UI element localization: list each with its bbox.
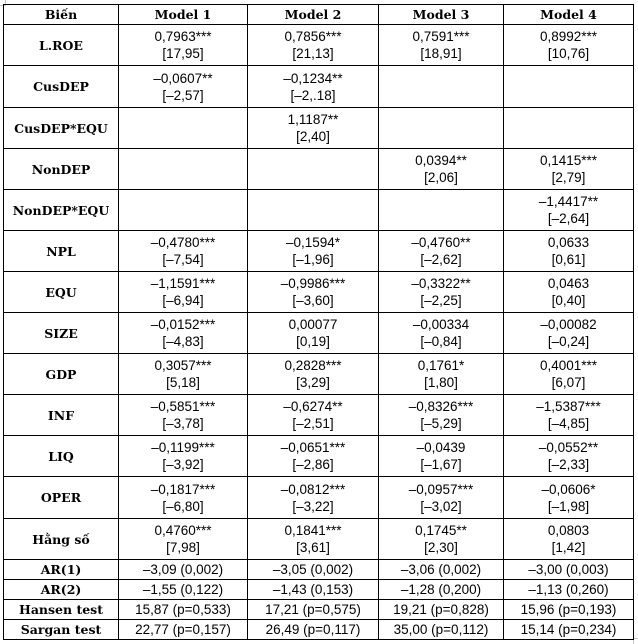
variable-name: NonDEP (4, 149, 119, 190)
coefficient-cell-model-2 (248, 354, 379, 395)
coefficient-value: –0,1817*** (150, 481, 216, 497)
variable-name: CusDEP*EQU (4, 108, 119, 149)
coefficient-value: 0,1761* (417, 358, 465, 373)
coefficient-cell-model-1 (119, 354, 248, 395)
coefficient-cell-model-4 (504, 66, 634, 108)
test-value-model-2: –3,05 (0,002) (248, 560, 379, 580)
coefficient-value: 0,0394** (415, 153, 467, 168)
t-statistic: [–2,51] (292, 416, 334, 431)
coefficient-cell-model-3 (379, 436, 504, 477)
coefficient-cell-model-4 (504, 231, 634, 272)
variable-name: EQU (4, 272, 119, 313)
coefficient-value: 0,1745** (415, 523, 467, 538)
coefficient-value: –1,4417** (538, 194, 599, 209)
coefficient-value: –0,0552** (538, 440, 599, 455)
coefficient-cell-model-3 (379, 149, 504, 190)
table-row (4, 477, 634, 519)
coefficient-cell-model-4 (504, 149, 634, 190)
t-statistic: [–1,96] (292, 252, 334, 267)
variable-name: Hằng số (4, 519, 119, 560)
coefficient-cell-model-1 (119, 477, 248, 519)
test-row (4, 580, 634, 600)
table-row (4, 272, 634, 313)
coefficient-cell-model-2 (248, 66, 379, 108)
variable-name: L.ROE (4, 25, 119, 66)
t-statistic: [2,30] (424, 540, 458, 555)
coefficient-value: –0,0152*** (150, 317, 216, 332)
t-statistic: [–1,67] (420, 457, 462, 472)
test-value-model-3: –1,28 (0,200) (379, 580, 504, 600)
coefficient-value: –1,5387*** (536, 399, 601, 414)
coefficient-cell-model-1 (119, 108, 248, 149)
coefficient-value: 0,0803 (547, 523, 590, 538)
coefficient-cell-model-2 (248, 190, 379, 231)
coefficient-cell-model-3 (379, 272, 504, 313)
coefficient-cell-model-4 (504, 108, 634, 149)
coefficient-value: 0,8992*** (539, 29, 598, 44)
coefficient-cell-model-3 (379, 395, 504, 436)
t-statistic: [1,42] (551, 540, 586, 555)
coefficient-cell-model-1 (119, 149, 248, 190)
t-statistic: [–2,57] (162, 87, 204, 103)
regression-results-table (3, 4, 634, 640)
test-row (4, 600, 634, 620)
coefficient-value: –0,9986*** (280, 276, 346, 291)
coefficient-value: 0,1841*** (284, 523, 342, 538)
coefficient-cell-model-2 (248, 149, 379, 190)
test-name: Sargan test (4, 620, 119, 640)
t-statistic: [21,13] (292, 46, 334, 61)
test-value-model-2: –1,43 (0,153) (248, 580, 379, 600)
table-row (4, 395, 634, 436)
test-value-model-4: 15,96 (p=0,193) (504, 600, 634, 620)
t-statistic: [–3,78] (162, 416, 204, 431)
t-statistic: [–2,33] (547, 457, 590, 472)
header-model-1: Model 1 (119, 5, 248, 25)
t-statistic: [–3,22] (292, 498, 334, 514)
coefficient-value: –0,00082 (540, 317, 597, 332)
coefficient-cell-model-4 (504, 519, 634, 560)
test-row (4, 560, 634, 580)
coefficient-cell-model-3 (379, 231, 504, 272)
variable-name: OPER (4, 477, 119, 519)
t-statistic: [1,80] (424, 375, 458, 390)
test-value-model-1: –3,09 (0,002) (119, 560, 248, 580)
coefficient-cell-model-2 (248, 231, 379, 272)
t-statistic: [3,29] (296, 375, 330, 390)
coefficient-cell-model-2 (248, 108, 379, 149)
coefficient-value: –0,6274** (283, 399, 343, 414)
t-statistic: [–6,94] (162, 293, 204, 308)
coefficient-value: –0,0651*** (280, 440, 346, 455)
test-value-model-2: 26,49 (p=0,117) (248, 620, 379, 640)
header-model-3: Model 3 (379, 5, 504, 25)
variable-name: NPL (4, 231, 119, 272)
coefficient-cell-model-1 (119, 25, 248, 66)
header-model-2: Model 2 (248, 5, 379, 25)
test-value-model-4: –1,13 (0,260) (504, 580, 634, 600)
t-statistic: [–4,83] (162, 334, 204, 349)
coefficient-cell-model-3 (379, 519, 504, 560)
test-value-model-2: 17,21 (p=0,575) (248, 600, 379, 620)
variable-name: LIQ (4, 436, 119, 477)
coefficient-cell-model-2 (248, 477, 379, 519)
t-statistic: [–3,60] (292, 293, 334, 308)
coefficient-value: –0,0439 (416, 440, 466, 455)
header-variable: Biến (4, 5, 119, 25)
coefficient-cell-model-3 (379, 66, 504, 108)
t-statistic: [–2,62] (420, 252, 462, 267)
t-statistic: [10,76] (547, 46, 590, 61)
coefficient-cell-model-4 (504, 272, 634, 313)
t-statistic: [7,98] (166, 540, 200, 555)
test-value-model-1: 22,77 (p=0,157) (119, 620, 248, 640)
t-statistic: [5,18] (166, 375, 200, 390)
coefficient-cell-model-3 (379, 477, 504, 519)
t-statistic: [6,07] (551, 375, 586, 390)
coefficient-cell-model-2 (248, 395, 379, 436)
coefficient-cell-model-3 (379, 354, 504, 395)
coefficient-cell-model-1 (119, 313, 248, 354)
coefficient-value: –0,5851*** (150, 399, 216, 414)
test-value-model-4: –3,00 (0,003) (504, 560, 634, 580)
coefficient-value: –0,1234** (283, 70, 343, 86)
t-statistic: [–5,29] (420, 416, 462, 431)
coefficient-value: –0,0957*** (408, 481, 474, 497)
coefficient-cell-model-1 (119, 66, 248, 108)
t-statistic: [–2,.18] (290, 87, 336, 103)
coefficient-value: 0,0633 (547, 235, 590, 250)
coefficient-cell-model-1 (119, 519, 248, 560)
test-value-model-3: –3,06 (0,002) (379, 560, 504, 580)
variable-name: SIZE (4, 313, 119, 354)
t-statistic: [–0,24] (547, 334, 590, 349)
variable-name: NonDEP*EQU (4, 190, 119, 231)
t-statistic: [–4,85] (547, 416, 590, 431)
coefficient-cell-model-1 (119, 272, 248, 313)
coefficient-value: 0,4760*** (154, 523, 212, 538)
coefficient-cell-model-3 (379, 25, 504, 66)
coefficient-cell-model-4 (504, 395, 634, 436)
coefficient-cell-model-2 (248, 436, 379, 477)
test-value-model-1: –1,55 (0,122) (119, 580, 248, 600)
coefficient-value: –0,3322** (411, 276, 471, 291)
coefficient-value: 0,2828*** (284, 358, 342, 373)
coefficient-value: –0,8326*** (408, 399, 474, 414)
t-statistic: [–3,02] (420, 498, 462, 514)
coefficient-value: 0,4001*** (539, 358, 598, 373)
coefficient-cell-model-4 (504, 313, 634, 354)
coefficient-value: –0,4760** (411, 235, 471, 250)
coefficient-value: 0,00077 (288, 317, 338, 332)
coefficient-cell-model-4 (504, 477, 634, 519)
coefficient-cell-model-4 (504, 190, 634, 231)
test-value-model-1: 15,87 (p=0,533) (119, 600, 248, 620)
table-row (4, 313, 634, 354)
coefficient-value: –0,0812*** (280, 481, 346, 497)
coefficient-cell-model-4 (504, 436, 634, 477)
table-row (4, 231, 634, 272)
coefficient-value: –0,4780*** (150, 235, 216, 250)
coefficient-cell-model-3 (379, 190, 504, 231)
coefficient-cell-model-1 (119, 436, 248, 477)
variable-name: INF (4, 395, 119, 436)
table-row (4, 108, 634, 149)
variable-name: GDP (4, 354, 119, 395)
t-statistic: [0,61] (551, 252, 586, 267)
t-statistic: [–6,80] (162, 498, 204, 514)
coefficient-cell-model-2 (248, 519, 379, 560)
coefficient-cell-model-1 (119, 395, 248, 436)
t-statistic: [–2,64] (547, 211, 590, 226)
table-row (4, 354, 634, 395)
coefficient-value: –1,1591*** (150, 276, 216, 291)
table-row (4, 519, 634, 560)
t-statistic: [3,61] (296, 540, 330, 555)
coefficient-cell-model-4 (504, 354, 634, 395)
t-statistic: [–3,92] (162, 457, 204, 472)
coefficient-cell-model-3 (379, 313, 504, 354)
table-row (4, 149, 634, 190)
t-statistic: [–2,25] (420, 293, 462, 308)
coefficient-value: 0,0463 (547, 276, 590, 291)
coefficient-value: 0,7856*** (284, 29, 342, 44)
coefficient-value: –0,0607** (153, 70, 213, 86)
coefficient-value: 0,3057*** (154, 358, 212, 373)
t-statistic: [0,19] (296, 334, 330, 349)
coefficient-cell-model-1 (119, 231, 248, 272)
test-value-model-3: 35,00 (p=0,112) (379, 620, 504, 640)
coefficient-value: 0,1415*** (539, 153, 598, 168)
t-statistic: [0,40] (551, 293, 586, 308)
t-statistic: [2,40] (296, 129, 330, 144)
t-statistic: [–2,86] (292, 457, 334, 472)
table-row (4, 436, 634, 477)
coefficient-value: –0,1594* (285, 235, 341, 250)
coefficient-value: 1,1187** (287, 112, 339, 127)
coefficient-cell-model-1 (119, 190, 248, 231)
variable-name: CusDEP (4, 66, 119, 108)
t-statistic: [–0,84] (420, 334, 462, 349)
coefficient-cell-model-2 (248, 272, 379, 313)
test-name: AR(2) (4, 580, 119, 600)
coefficient-cell-model-2 (248, 313, 379, 354)
t-statistic: [–1,98] (547, 498, 590, 514)
coefficient-cell-model-2 (248, 25, 379, 66)
coefficient-value: 0,7591*** (412, 29, 470, 44)
t-statistic: [–7,54] (162, 252, 204, 267)
coefficient-value: 0,7963*** (154, 29, 212, 44)
header-row (4, 5, 634, 25)
coefficient-value: –0,0606* (541, 481, 596, 497)
coefficient-cell-model-3 (379, 108, 504, 149)
test-value-model-4: 15,14 (p=0,234) (504, 620, 634, 640)
test-row (4, 620, 634, 640)
table-row (4, 66, 634, 108)
t-statistic: [2,79] (551, 170, 586, 185)
coefficient-value: –0,00334 (412, 317, 470, 332)
coefficient-cell-model-4 (504, 25, 634, 66)
header-model-4: Model 4 (504, 5, 634, 25)
table-row (4, 190, 634, 231)
table-row (4, 25, 634, 66)
t-statistic: [18,91] (420, 46, 462, 61)
t-statistic: [2,06] (424, 170, 458, 185)
test-name: Hansen test (4, 600, 119, 620)
test-value-model-3: 19,21 (p=0,828) (379, 600, 504, 620)
t-statistic: [17,95] (162, 46, 204, 61)
coefficient-value: –0,1199*** (151, 440, 215, 455)
test-name: AR(1) (4, 560, 119, 580)
